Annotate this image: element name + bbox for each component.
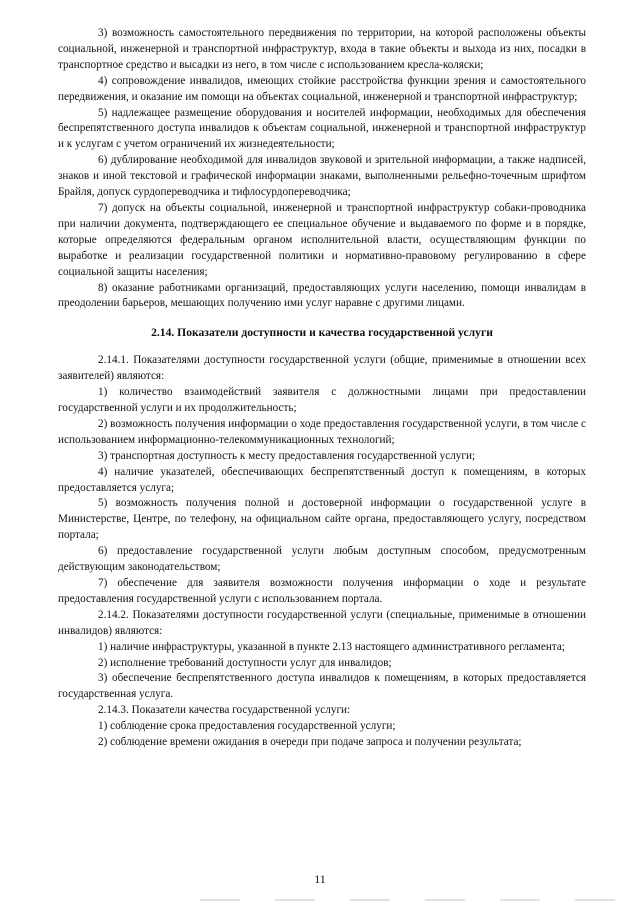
paragraphs-bottom xyxy=(58,353,586,751)
paragraph: 1) соблюдение срока предоставления государственной услуги; xyxy=(98,720,396,733)
paragraph: 7) обеспечение для заявителя возможности получения информации о ходе и результате предоставления государственной услуги с использованием портала. xyxy=(58,577,586,605)
paragraph: 3) обеспечение беспрепятственного доступа инвалидов к помещениям, в которых предоставляется государственная услуга. xyxy=(58,672,586,701)
scan-edge-artifact xyxy=(200,899,620,901)
paragraph: 1) количество взаимодействий заявителя с должностными лицами при предоставлении государственной услуги и их продолжительность; xyxy=(58,386,586,415)
paragraph: 2) возможность получения информации о ходе предоставления государственной услуги, в том числе с использованием информационно-телекоммуникационных технологий; xyxy=(58,417,586,446)
paragraph: 4) наличие указателей, обеспечивающих беспрепятственный доступ к помещениям, в которых предоставляется услуга; xyxy=(58,465,586,494)
paragraph: 6) дублирование необходимой для инвалидов звуковой и зрительной информации, а также надписей, знаков и иной текстовой и графической информации знаками, выполненными рельефно-точечным шрифтом Брайля, допуск сурдопереводчика и тифлосурдопереводчика; xyxy=(58,154,586,199)
paragraph: 5) надлежащее размещение оборудования и носителей информации, необходимых для обеспечения беспрепятственного доступа инвалидов к объектам социальной, инженерной и транспортной инфраструктур и к услугам с учетом ограничений их жизнедеятельности; xyxy=(58,106,586,151)
paragraph: 3) транспортная доступность к месту предоставления государственной услуги; xyxy=(98,449,476,462)
page-number: 11 xyxy=(314,872,326,886)
document-page xyxy=(58,26,586,751)
paragraph: 2) исполнение требований доступности услуг для инвалидов; xyxy=(98,656,392,669)
paragraph: 5) возможность получения полной и достоверной информации о государственной услуге в Министерстве, Центре, по телефону, на официальном сайте органа, предоставляющего услугу, посредством портала; xyxy=(58,497,586,542)
paragraph: 2) соблюдение времени ожидания в очереди при подаче запроса и получении результата; xyxy=(98,736,522,749)
paragraph: 8) оказание работниками организаций, предоставляющих услуги населению, помощи инвалидам в преодолении барьеров, мешающих получению ими услуг наравне с другими лицами. xyxy=(58,281,586,310)
paragraph: 7) допуск на объекты социальной, инженерной и транспортной инфраструктур собаки-проводника при наличии документа, подтверждающего ее специальное обучение и выдаваемого по форме и в порядке, которые определяются федеральным органом исполнительной власти, осуществляющим функции по выработке и реализации государственной политики и нормативно-правовому регулированию в сфере социальной защиты населения; xyxy=(58,201,586,278)
paragraph: 4) сопровождение инвалидов, имеющих стойкие расстройства функции зрения и самостоятельного передвижения, и оказание им помощи на объектах социальной, инженерной и транспортной инфраструктур; xyxy=(58,74,586,103)
paragraph: 2.14.1. Показателями доступности государственной услуги (общие, применимые в отношении всех заявителей) являются: xyxy=(58,354,586,383)
section-heading: 2.14. Показатели доступности и качества государственной услуги xyxy=(151,326,493,340)
paragraph: 1) наличие инфраструктуры, указанной в пункте 2.13 настоящего административного регламента; xyxy=(98,640,565,653)
paragraph: 6) предоставление государственной услуги любым доступным способом, предусмотренным действующим законодательством; xyxy=(58,545,586,574)
paragraph: 2.14.2. Показателями доступности государственной услуги (специальные, применимые в отношении инвалидов) являются: xyxy=(58,608,586,637)
paragraphs-top xyxy=(58,26,586,312)
paragraph: 2.14.3. Показатели качества государственной услуги: xyxy=(98,704,351,717)
paragraph: 3) возможность самостоятельного передвижения по территории, на которой расположены объекты социальной, инженерной и транспортной инфраструктур, входа в такие объекты и выхода из них, посадки в транспортное средство и высадки из него, в том числе с использованием кресла-коляски; xyxy=(58,27,586,71)
